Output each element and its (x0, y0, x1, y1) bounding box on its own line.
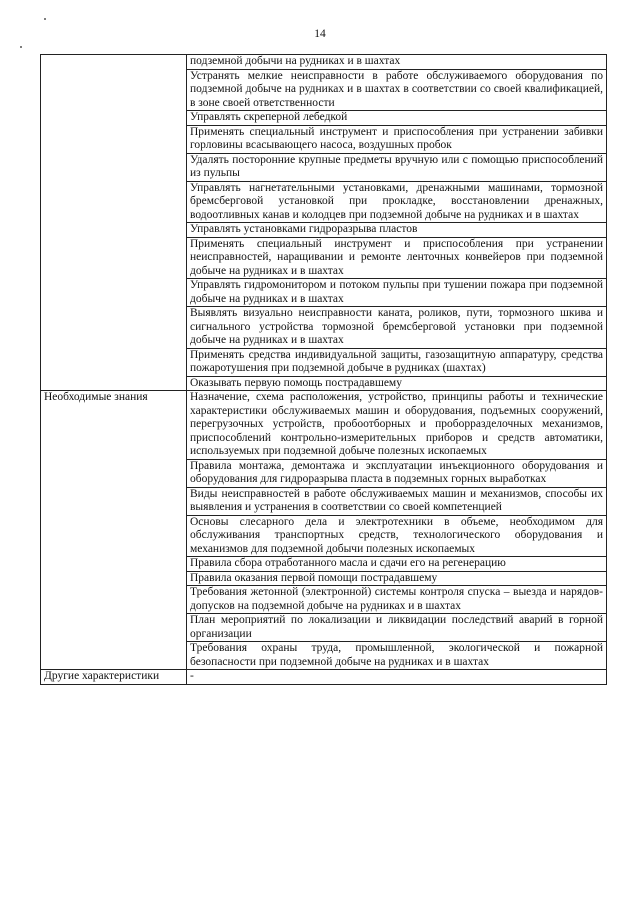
row-item: Назначение, схема расположения, устройство, принципы работы и технические характеристики обслуживаемых машин и оборудования, подъемных сооружений, перегрузочных устройств, пробоотборных и проборразделочных механизмов, приспособлений контрольно-измерительных приборов и средств автоматики, используемых при подземной добыче полезных ископаемых (187, 391, 607, 460)
row-item: Требования жетонной (электронной) системы контроля спуска – выезда и нарядов-допусков на подземной добыче на рудниках и в шахтах (187, 586, 607, 614)
page-number: 14 (314, 28, 326, 40)
table-row (41, 670, 607, 685)
table-row (41, 55, 607, 70)
row-item: Правила монтажа, демонтажа и эксплуатации инъекционного оборудования и оборудования для гидроразрыва пласта в подземных горных выработках (187, 459, 607, 487)
competency-table (40, 54, 607, 685)
row-label (41, 55, 187, 391)
row-item: Устранять мелкие неисправности в работе обслуживаемого оборудования по подземной добыче на рудниках и в шахтах в соответствии со своей квалификацией, в зоне своей ответственности (187, 69, 607, 111)
row-item: подземной добычи на рудниках и в шахтах (187, 55, 607, 70)
row-item: Виды неисправностей в работе обслуживаемых машин и механизмов, способы их выявления и устранения в соответствии со своей компетенцией (187, 487, 607, 515)
table-body (41, 55, 607, 685)
row-item: Требования охраны труда, промышленной, экологической и пожарной безопасности при подземной добыче на рудниках и в шахтах (187, 642, 607, 670)
row-label: Другие характеристики (41, 670, 187, 685)
row-item: Управлять скреперной лебедкой (187, 111, 607, 126)
row-item: Выявлять визуально неисправности каната, роликов, пути, тормозного шкива и сигнального устройства тормозной бремсберговой установки при подземной добыче на рудниках и в шахтах (187, 307, 607, 349)
row-item: Удалять посторонние крупные предметы вручную или с помощью приспособлений из пульпы (187, 153, 607, 181)
scan-speck (20, 46, 22, 48)
scan-speck (44, 18, 46, 20)
row-item: План мероприятий по локализации и ликвидации последствий аварий в горной организации (187, 614, 607, 642)
row-item: Применять средства индивидуальной защиты, газозащитную аппаратуру, средства пожаротушения при подземной добыче в рудниках (шахтах) (187, 348, 607, 376)
row-item: Применять специальный инструмент и приспособления при устранении неисправностей, наращивании и ремонте ленточных конвейеров при подземной добыче на рудниках и в шахтах (187, 237, 607, 279)
row-item: Применять специальный инструмент и приспособления при устранении забивки горловины всасывающего насоса, воздушных пробок (187, 125, 607, 153)
row-item: Основы слесарного дела и электротехники в объеме, необходимом для обслуживания транспортных средств, технологического оборудования и механизмов для подземной добычи полезных ископаемых (187, 515, 607, 557)
row-item: Управлять установками гидроразрыва пластов (187, 223, 607, 238)
row-item: Правила сбора отработанного масла и сдачи его на регенерацию (187, 557, 607, 572)
row-item: Оказывать первую помощь пострадавшему (187, 376, 607, 391)
row-item: Управлять гидромонитором и потоком пульпы при тушении пожара при подземной добыче на рудниках и в шахтах (187, 279, 607, 307)
row-item: Правила оказания первой помощи пострадавшему (187, 571, 607, 586)
row-label: Необходимые знания (41, 391, 187, 670)
row-item: Управлять нагнетательными установками, дренажными машинами, тормозной бремсберговой установкой при прокладке, восстановлении дренажных, водоотливных канав и колодцев при подземной добыче на рудниках и в шахтах (187, 181, 607, 223)
table-row (41, 391, 607, 460)
row-item: - (187, 670, 607, 685)
